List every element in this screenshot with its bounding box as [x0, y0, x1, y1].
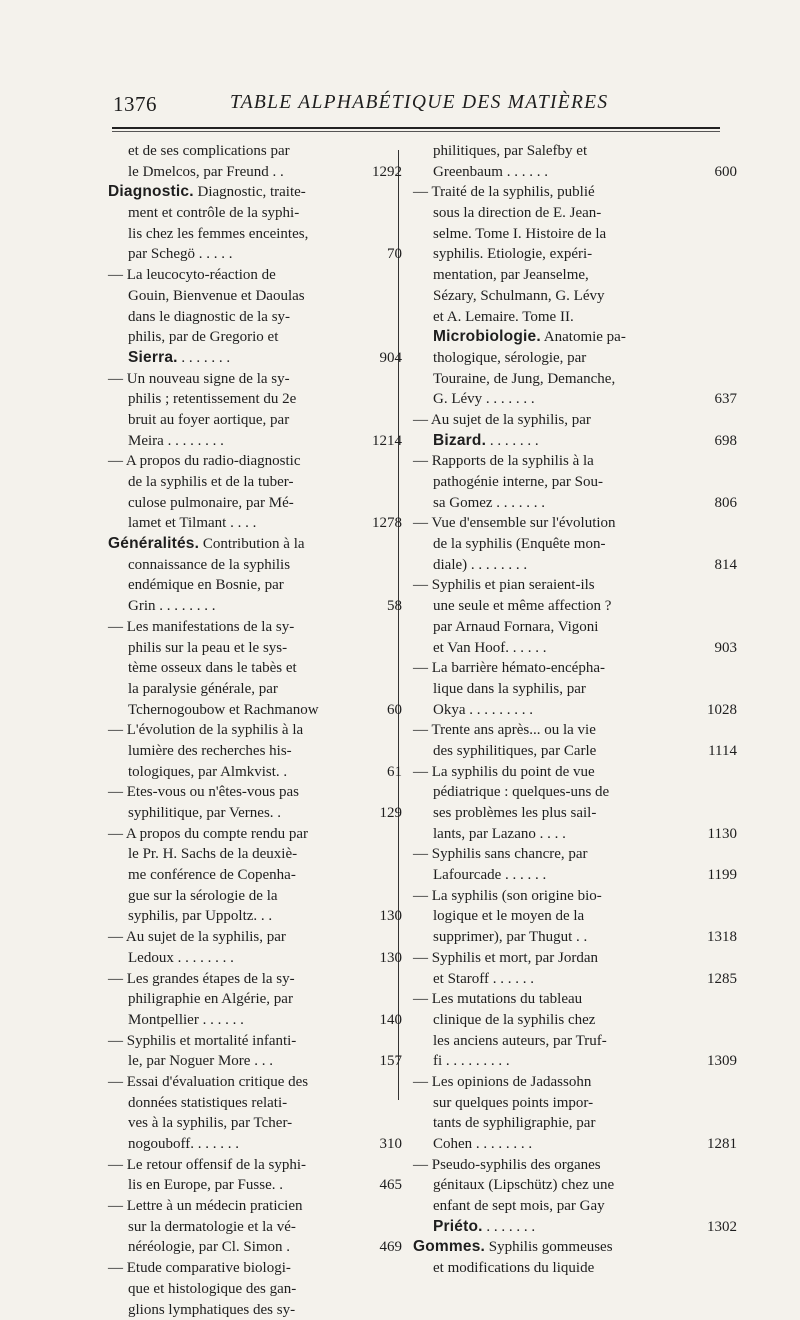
index-line	[108, 762, 388, 783]
index-line-text: Gouin, Bienvenue et Daoulas	[108, 286, 388, 307]
index-line-text: philis ; retentissement du 2e	[108, 389, 388, 410]
index-line-text: — Un nouveau signe de la sy-	[108, 369, 388, 390]
page-reference: 1281	[707, 1134, 737, 1155]
page-reference: 1278	[372, 513, 402, 534]
index-line-text: — Vue d'ensemble sur l'évolution	[413, 513, 723, 534]
index-line	[108, 1237, 388, 1258]
index-line	[413, 1258, 723, 1279]
index-line-text: — La syphilis du point de vue	[413, 762, 723, 783]
index-line	[413, 327, 723, 348]
index-line	[413, 741, 723, 762]
index-line-text: — Essai d'évaluation critique des	[108, 1072, 388, 1093]
page-header	[0, 90, 800, 124]
index-line	[413, 534, 723, 555]
index-line	[413, 1010, 723, 1031]
index-line-text: philis, par de Gregorio et	[108, 327, 388, 348]
index-line-text: selme. Tome I. Histoire de la	[413, 224, 723, 245]
index-line-text: génitaux (Lipschütz) chez une	[413, 1175, 723, 1196]
index-line	[413, 658, 723, 679]
index-line	[108, 1175, 388, 1196]
index-line	[413, 1031, 723, 1052]
index-line-text: le Pr. H. Sachs de la deuxiè-	[108, 844, 388, 865]
page-reference: 157	[380, 1051, 403, 1072]
index-line-text: — Etude comparative biologi-	[108, 1258, 388, 1279]
index-line	[413, 824, 723, 845]
index-line-text: thologique, sérologie, par	[413, 348, 723, 369]
index-line-text: supprimer), par Thugut . .	[413, 927, 723, 948]
page-reference: 904	[380, 348, 403, 369]
index-line-text: Touraine, de Jung, Demanche,	[413, 369, 723, 390]
index-line	[413, 762, 723, 783]
index-line	[108, 720, 388, 741]
index-line-text: culose pulmonaire, par Mé-	[108, 493, 388, 514]
index-line	[413, 141, 723, 162]
index-line	[413, 513, 723, 534]
index-line	[413, 969, 723, 990]
index-line-text: Sierra. . . . . . . .	[108, 348, 388, 369]
index-line-text: fi . . . . . . . . .	[413, 1051, 723, 1072]
index-line	[413, 162, 723, 183]
index-line-text: lants, par Lazano . . . .	[413, 824, 723, 845]
index-line	[108, 948, 388, 969]
index-line	[108, 348, 388, 369]
index-line	[413, 493, 723, 514]
index-line	[413, 782, 723, 803]
index-line-text: Microbiologie. Anatomie pa-	[413, 327, 723, 348]
page-reference: 903	[715, 638, 738, 659]
index-line	[413, 1237, 723, 1258]
index-line	[413, 1175, 723, 1196]
page-reference: 814	[715, 555, 738, 576]
index-line	[413, 617, 723, 638]
index-line-text: logique et le moyen de la	[413, 906, 723, 927]
index-line	[108, 555, 388, 576]
index-line	[413, 803, 723, 824]
index-line-text: ves à la syphilis, par Tcher-	[108, 1113, 388, 1134]
index-line-text: mentation, par Jeanselme,	[413, 265, 723, 286]
index-line-text: les anciens auteurs, par Truf-	[413, 1031, 723, 1052]
index-line-text: sur quelques points impor-	[413, 1093, 723, 1114]
index-line-text: et A. Lemaire. Tome II.	[413, 307, 723, 328]
index-line-text: philigraphie en Algérie, par	[108, 989, 388, 1010]
index-line	[108, 1113, 388, 1134]
index-line	[108, 493, 388, 514]
page-reference: 1130	[708, 824, 737, 845]
index-line	[108, 596, 388, 617]
index-line	[413, 286, 723, 307]
page-reference: 129	[380, 803, 403, 824]
index-line-text: tème osseux dans le tabès et	[108, 658, 388, 679]
page-reference: 60	[387, 700, 402, 721]
index-line-text: Lafourcade . . . . . .	[413, 865, 723, 886]
index-line-text: lumière des recherches his-	[108, 741, 388, 762]
page-reference: 70	[387, 244, 402, 265]
index-line	[108, 844, 388, 865]
index-line-text: données statistiques relati-	[108, 1093, 388, 1114]
index-line-text: — Les manifestations de la sy-	[108, 617, 388, 638]
index-line	[413, 1196, 723, 1217]
index-line-text: tologiques, par Almkvist. .	[108, 762, 388, 783]
index-line	[108, 803, 388, 824]
index-line	[108, 1258, 388, 1279]
index-line-text: ment et contrôle de la syphi-	[108, 203, 388, 224]
index-line-text: me conférence de Copenha-	[108, 865, 388, 886]
right-column	[413, 141, 723, 1279]
index-line	[413, 431, 723, 452]
index-line-text: syphilis, par Uppoltz. . .	[108, 906, 388, 927]
index-line	[108, 1155, 388, 1176]
index-line-text: philis sur la peau et le sys-	[108, 638, 388, 659]
index-line-text: — Les grandes étapes de la sy-	[108, 969, 388, 990]
page-reference: 465	[380, 1175, 403, 1196]
index-line-text: — Syphilis et mort, par Jordan	[413, 948, 723, 969]
index-line-text: la paralysie générale, par	[108, 679, 388, 700]
index-line	[413, 1113, 723, 1134]
index-line	[108, 1051, 388, 1072]
index-line-text: glions lymphatiques des sy-	[108, 1300, 388, 1320]
index-line	[413, 989, 723, 1010]
index-line-text: diale) . . . . . . . .	[413, 555, 723, 576]
index-line	[108, 410, 388, 431]
index-line	[108, 369, 388, 390]
index-line	[413, 1093, 723, 1114]
index-line	[413, 720, 723, 741]
index-line	[108, 927, 388, 948]
index-line-text: — Traité de la syphilis, publié	[413, 182, 723, 203]
index-line-text: — Les mutations du tableau	[413, 989, 723, 1010]
index-line-text: nogouboff. . . . . . .	[108, 1134, 388, 1155]
index-line	[108, 1134, 388, 1155]
index-line-text: connaissance de la syphilis	[108, 555, 388, 576]
index-line-text: syphilis. Etiologie, expéri-	[413, 244, 723, 265]
index-line	[108, 824, 388, 845]
index-line	[108, 307, 388, 328]
index-line	[413, 369, 723, 390]
index-line-text: — Les opinions de Jadassohn	[413, 1072, 723, 1093]
index-line	[413, 700, 723, 721]
index-line	[413, 948, 723, 969]
index-line-text: Sézary, Schulmann, G. Lévy	[413, 286, 723, 307]
index-line	[108, 658, 388, 679]
index-line	[108, 638, 388, 659]
page-reference: 1309	[707, 1051, 737, 1072]
index-line-text: de la syphilis (Enquête mon-	[413, 534, 723, 555]
page-reference: 1292	[372, 162, 402, 183]
index-line-text: — L'évolution de la syphilis à la	[108, 720, 388, 741]
index-line-text: par Schegö . . . . .	[108, 244, 388, 265]
index-line-text: dans le diagnostic de la sy-	[108, 307, 388, 328]
index-line-text: et Staroff . . . . . .	[413, 969, 723, 990]
index-line	[108, 513, 388, 534]
header-rule-thick	[112, 127, 720, 129]
index-line	[108, 1093, 388, 1114]
index-line	[108, 906, 388, 927]
index-line	[413, 906, 723, 927]
index-line	[108, 203, 388, 224]
index-line	[108, 1072, 388, 1093]
index-line-text: pathogénie interne, par Sou-	[413, 472, 723, 493]
index-line-text: — A propos du compte rendu par	[108, 824, 388, 845]
index-line-text: des syphilitiques, par Carle	[413, 741, 723, 762]
index-line	[413, 886, 723, 907]
page-reference: 600	[715, 162, 738, 183]
index-line-text: gue sur la sérologie de la	[108, 886, 388, 907]
index-line-text: le, par Noguer More . . .	[108, 1051, 388, 1072]
index-line-text: Montpellier . . . . . .	[108, 1010, 388, 1031]
index-line-text: philitiques, par Salefby et	[413, 141, 723, 162]
index-line	[108, 865, 388, 886]
index-line-text: Priéto. . . . . . . .	[413, 1217, 723, 1238]
index-line	[108, 1031, 388, 1052]
index-line-text: une seule et même affection ?	[413, 596, 723, 617]
index-line	[413, 1051, 723, 1072]
index-line	[413, 1072, 723, 1093]
index-line-text: que et histologique des gan-	[108, 1279, 388, 1300]
index-line	[108, 327, 388, 348]
index-line-text: enfant de sept mois, par Gay	[413, 1196, 723, 1217]
index-line	[108, 244, 388, 265]
index-line-text: — Au sujet de la syphilis, par	[413, 410, 723, 431]
index-line	[108, 1010, 388, 1031]
page-reference: 1285	[707, 969, 737, 990]
index-line-text: et Van Hoof. . . . . .	[413, 638, 723, 659]
index-line	[413, 410, 723, 431]
index-line	[108, 286, 388, 307]
index-line-text: — La leucocyto-réaction de	[108, 265, 388, 286]
index-line	[413, 265, 723, 286]
index-line	[108, 162, 388, 183]
index-line-text: Généralités. Contribution à la	[108, 534, 388, 555]
index-line-text: et modifications du liquide	[413, 1258, 723, 1279]
index-line	[108, 782, 388, 803]
page-reference: 1114	[708, 741, 737, 762]
index-line	[108, 969, 388, 990]
index-line	[413, 203, 723, 224]
index-line	[413, 451, 723, 472]
index-line-text: — Rapports de la syphilis à la	[413, 451, 723, 472]
index-line-text: — Etes-vous ou n'êtes-vous pas	[108, 782, 388, 803]
index-line	[108, 534, 388, 555]
index-line	[413, 844, 723, 865]
index-line-text: Cohen . . . . . . . .	[413, 1134, 723, 1155]
index-line	[413, 1134, 723, 1155]
page-reference: 310	[380, 1134, 403, 1155]
page-reference: 1302	[707, 1217, 737, 1238]
page-reference: 1214	[372, 431, 402, 452]
index-line	[413, 865, 723, 886]
left-column	[108, 141, 388, 1320]
index-line	[108, 389, 388, 410]
index-line	[413, 472, 723, 493]
index-line-text: ses problèmes les plus sail-	[413, 803, 723, 824]
index-line	[108, 141, 388, 162]
index-line-text: Meira . . . . . . . .	[108, 431, 388, 452]
index-line	[108, 679, 388, 700]
index-line	[108, 182, 388, 203]
index-line-text: syphilitique, par Vernes. .	[108, 803, 388, 824]
index-line-text: G. Lévy . . . . . . .	[413, 389, 723, 410]
index-line-text: sous la direction de E. Jean-	[413, 203, 723, 224]
index-line-text: endémique en Bosnie, par	[108, 575, 388, 596]
page-reference: 1318	[707, 927, 737, 948]
index-line	[108, 1196, 388, 1217]
index-line-text: — La barrière hémato-encépha-	[413, 658, 723, 679]
index-line	[108, 886, 388, 907]
index-line-text: et de ses complications par	[108, 141, 388, 162]
index-line	[413, 307, 723, 328]
index-line	[108, 1300, 388, 1320]
index-line-text: — Trente ans après... ou la vie	[413, 720, 723, 741]
index-line	[413, 638, 723, 659]
index-line-text: sa Gomez . . . . . . .	[413, 493, 723, 514]
index-line	[108, 451, 388, 472]
index-line-text: — La syphilis (son origine bio-	[413, 886, 723, 907]
index-line-text: lis chez les femmes enceintes,	[108, 224, 388, 245]
index-line-text: tants de syphiligraphie, par	[413, 1113, 723, 1134]
index-line	[108, 617, 388, 638]
index-line-text: néréologie, par Cl. Simon .	[108, 1237, 388, 1258]
index-line	[413, 575, 723, 596]
index-line-text: — Le retour offensif de la syphi-	[108, 1155, 388, 1176]
page-reference: 130	[380, 948, 403, 969]
index-line-text: Grin . . . . . . . .	[108, 596, 388, 617]
index-line	[413, 1155, 723, 1176]
index-line	[413, 679, 723, 700]
page-reference: 140	[380, 1010, 403, 1031]
index-line	[413, 596, 723, 617]
index-line-text: — Syphilis et pian seraient-ils	[413, 575, 723, 596]
page-reference: 130	[380, 906, 403, 927]
index-line-text: de la syphilis et de la tuber-	[108, 472, 388, 493]
index-line-text: lis en Europe, par Fusse. .	[108, 1175, 388, 1196]
index-line-text: — Syphilis et mortalité infanti-	[108, 1031, 388, 1052]
index-line	[413, 1217, 723, 1238]
running-title: TABLE ALPHABÉTIQUE DES MATIÈRES	[230, 92, 608, 114]
index-line-text: clinique de la syphilis chez	[413, 1010, 723, 1031]
index-line-text: pédiatrique : quelques-uns de	[413, 782, 723, 803]
index-line	[108, 700, 388, 721]
index-line	[108, 224, 388, 245]
page-number: 1376	[113, 92, 157, 117]
index-line-text: Gommes. Syphilis gommeuses	[413, 1237, 723, 1258]
index-line	[413, 555, 723, 576]
index-line-text: par Arnaud Fornara, Vigoni	[413, 617, 723, 638]
index-line-text: — Lettre à un médecin praticien	[108, 1196, 388, 1217]
index-line	[108, 265, 388, 286]
page-reference: 637	[715, 389, 738, 410]
index-line-text: Okya . . . . . . . . .	[413, 700, 723, 721]
index-line	[413, 348, 723, 369]
header-rule-thin	[112, 131, 720, 132]
index-line-text: Diagnostic. Diagnostic, traite-	[108, 182, 388, 203]
index-line-text: — Pseudo-syphilis des organes	[413, 1155, 723, 1176]
page-reference: 61	[387, 762, 402, 783]
index-line	[413, 927, 723, 948]
index-line	[108, 1279, 388, 1300]
page-reference: 58	[387, 596, 402, 617]
index-line-text: Ledoux . . . . . . . .	[108, 948, 388, 969]
index-line-text: bruit au foyer aortique, par	[108, 410, 388, 431]
index-line	[413, 389, 723, 410]
index-line-text: lique dans la syphilis, par	[413, 679, 723, 700]
index-line	[413, 224, 723, 245]
index-line	[108, 989, 388, 1010]
page-reference: 698	[715, 431, 738, 452]
index-line	[108, 472, 388, 493]
index-line-text: — Syphilis sans chancre, par	[413, 844, 723, 865]
index-line	[108, 1217, 388, 1238]
index-line-text: le Dmelcos, par Freund . .	[108, 162, 388, 183]
index-line	[413, 182, 723, 203]
index-line	[108, 741, 388, 762]
index-line-text: — A propos du radio-diagnostic	[108, 451, 388, 472]
index-line	[108, 431, 388, 452]
index-line-text: Bizard. . . . . . . .	[413, 431, 723, 452]
page-reference: 1028	[707, 700, 737, 721]
page-reference: 806	[715, 493, 738, 514]
index-line-text: — Au sujet de la syphilis, par	[108, 927, 388, 948]
page-reference: 469	[380, 1237, 403, 1258]
index-line	[108, 575, 388, 596]
index-line-text: sur la dermatologie et la vé-	[108, 1217, 388, 1238]
index-line-text: Tchernogoubow et Rachmanow	[108, 700, 388, 721]
page-reference: 1199	[708, 865, 737, 886]
index-line-text: Greenbaum . . . . . .	[413, 162, 723, 183]
index-line	[413, 244, 723, 265]
index-line-text: lamet et Tilmant . . . .	[108, 513, 388, 534]
